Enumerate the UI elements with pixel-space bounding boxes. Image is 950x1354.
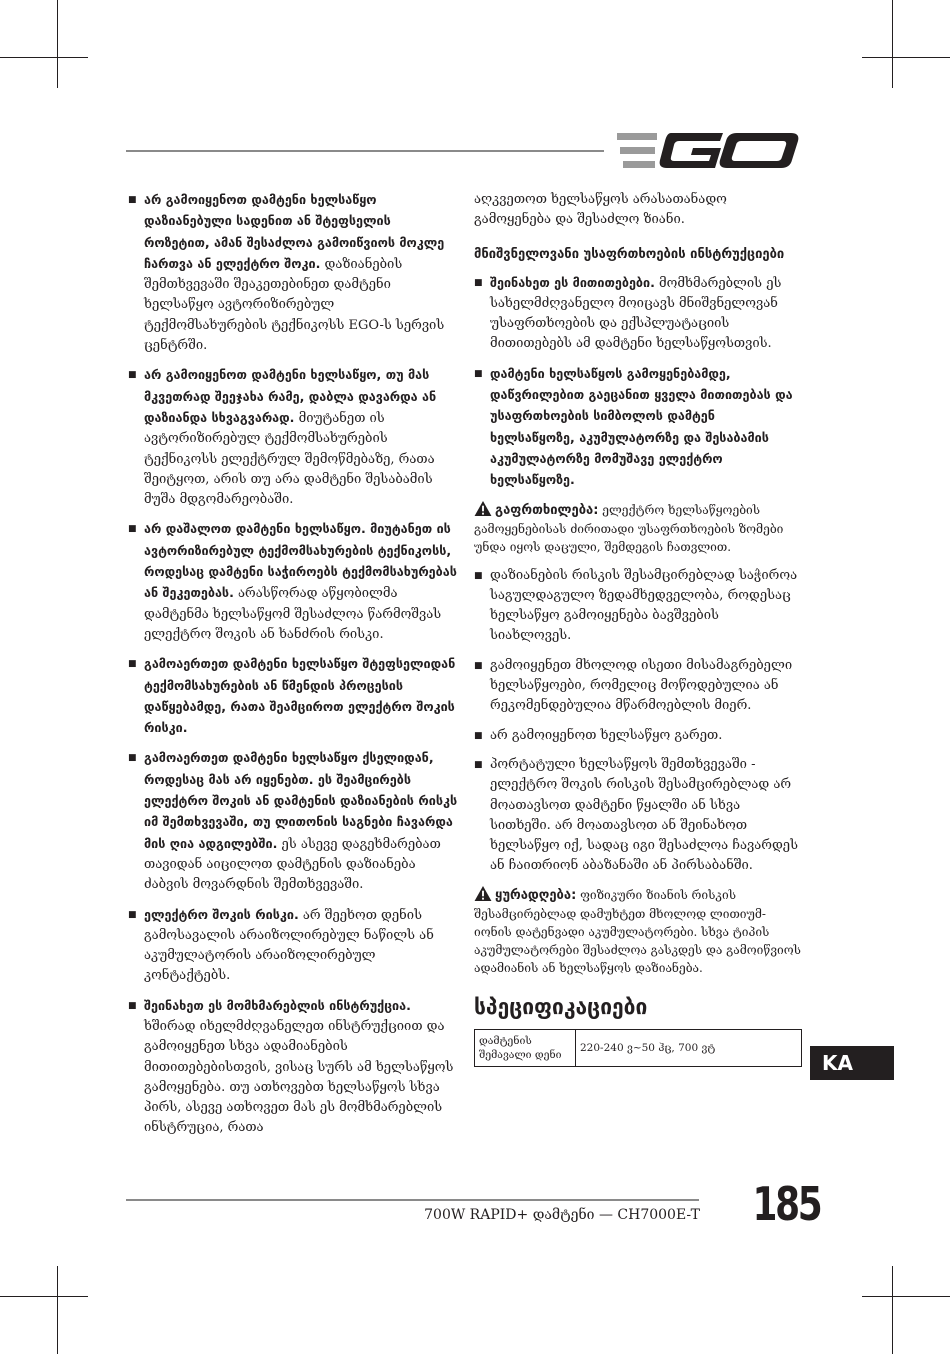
crop-mark (57, 1266, 58, 1354)
footer-rule (126, 1199, 699, 1201)
spec-table (474, 1029, 802, 1067)
crop-mark (0, 1296, 88, 1297)
language-tab: KA (810, 1046, 894, 1080)
spec-value: 220-240 ვ~50 ჰც, 700 ვტ (576, 1029, 802, 1066)
list-item: ■ გამოიყენეთ მხოლოდ ისეთი მისამაგრებელი ხელსაწყოები, რომელიც მოწოდებულია ან რეკომენდებულია მწარმოებლის მიერ. (474, 656, 802, 717)
list-item: ■ არ გამოიყენოთ დამტენი ხელსაწყო, თუ მას მკვეთრად შეეჯახა რამე, დაბლა დავარდა ან დაზიანდა სხვაგვარად. მიუტანეთ ის ავტორიზირებულ ტექმომსახურების ტექნიკოსს ელექტრულ შემოწმებაზე, რათა შეიტყოთ, არის თუ არა დამტენი შესაბამის მუშა მდგომარეობაში. (128, 365, 458, 510)
caution-notice: ყურადღება: ფიზიკური ზიანის რისკის შესამცირებლად დამუხტეთ მხოლოდ ლითიუმ-იონის დატენვადი აკუმულატორები. სხვა ტიპის აკუმულატორები შესაძლოა გასკდეს და გამოიწვიოს ადამიანის ან ხელსაწყოს დაზიანება. (474, 887, 801, 975)
crop-mark (0, 57, 88, 58)
list-item: ■ პორტატული ხელსაწყოს შემთხვევაში - ელექტრო შოკის რისკის შესამცირებლად არ მოათავსოთ დამტენი წყალში ან სხვა სითხეში. არ მოათავსოთ ან შეინახოთ ხელსაწყო იქ, სადაც იგი შესაძლოა ჩავარდეს ან ჩაითრიონ აბაზანაში ან პირსაბანში. (474, 755, 802, 877)
list-item: ■ არ გამოიყენოთ დამტენი ხელსაწყო დაზიანებული სადენით ან შტეფსელის როზეტით, ამან შესაძლოა გამოიწვიოს მოკლე ჩართვა ან ელექტრო შოკი. დაზიანების შემთხვევაში შეაკეთებინეთ დამტენი ხელსაწყო ავტორიზირებულ ტექმომსახურების ტექნიკოსს EGO-ს სერვის ცენტრში. (128, 190, 458, 356)
list-item: ■ ელექტრო შოკის რისკი. არ შეეხოთ დენის გამოსავალის არაიზოლირებულ ნაწილს ან აკუმულატორის არაიზოლირებულ კონტაქტებს. (128, 905, 458, 987)
list-item: ■ შეინახეთ ეს მომხმარებლის ინსტრუქცია. ხშირად იხელმძღვანელეთ ინსტრუქციით და გამოიყენეთ სხვა ადამიანების მითითებებისთვის, ვისაც სურს ამ ხელსაწყოს გამოყენება. თუ ათხოვებთ ხელსაწყოს სხვა პირს, ასევე ათხოვეთ მას ეს მომხმარებლის ინსტრუცია, რათა (128, 996, 458, 1139)
crop-mark (57, 0, 58, 88)
important-heading: მნიშვნელოვანი უსაფრთხოების ინსტრუქციები (474, 246, 785, 262)
list-item: ■ გამოაერთეთ დამტენი ხელსაწყო შტეფსელიდან ტექმომსახურების ან წმენდის პროცესის დაწყებამდე, რათა შეამციროთ ელექტრო შოკის რისკი. (128, 654, 458, 739)
right-column (474, 190, 802, 1067)
spec-title: სპეციფიკაციები (474, 994, 648, 1019)
ego-logo (617, 131, 800, 171)
crop-mark (892, 0, 893, 88)
warning-triangle-icon (474, 501, 492, 516)
spec-key: დამტენის შემავალი დენი (475, 1029, 576, 1066)
warning-triangle-icon (474, 886, 492, 901)
header-rule (126, 150, 604, 152)
page-number: 185 (752, 1177, 821, 1231)
list-item: ■ არ გამოიყენოთ ხელსაწყო გარეთ. (474, 726, 802, 746)
list-item: ■ შეინახეთ ეს მითითებები. მომხმარებლის ეს სახელმძღვანელო მოიცავს მნიშვნელოვან უსაფრთხოების და ექსპლუატაციის მითითებებს ამ დამტენი ხელსაწყოსთვის. (474, 273, 802, 355)
warning-notice: გაფრთხილება: ელექტრო ხელსაწყოების გამოყენებისას ძირითადი უსაფრთხოების ზომები უნდა იყოს დაცული, შემდეგის ჩათვლით. (474, 502, 784, 554)
table-row (475, 1029, 802, 1066)
list-item: ■ დაზიანების რისკის შესამცირებლად საჭიროა საგულდაგულო ზედამხედველობა, როდესაც ხელსაწყო გამოიყენება ბავშვების სიახლოვეს. (474, 566, 802, 647)
caution-label: ყურადღება: (495, 887, 577, 903)
list-item: ■ არ დაშალოთ დამტენი ხელსაწყო. მიუტანეთ ის ავტორიზირებულ ტექმომსახურების ტექნიკოსს, როდესაც დამტენი საჭიროებს ტექმომსახურებას ან შეკეთებას. არასწორად აწყობილმა დამტენმა ხელსაწყომ შესაძლოა წარმოშვას ელექტრო შოკის ან ხანძრის რისკი. (128, 519, 458, 645)
crop-mark (892, 1266, 893, 1354)
warning-label: გაფრთხილება: (495, 502, 599, 518)
continuation-text: აღკვეთოთ ხელსაწყოს არასათანადო გამოყენება და შესაძლო ზიანი. (474, 192, 727, 228)
list-item: ■ გამოაერთეთ დამტენი ხელსაწყო ქსელიდან, როდესაც მას არ იყენებთ. ეს შეამცირებს ელექტრო შოკის ან დამტენის დაზიანების რისკს იმ შემთხვევაში, თუ ლითონის საგნები ჩავარდა მის ღია ადგილებში. ეს ასევე დაგეხმარებათ თავიდან აიცილოთ დამტენის დაზიანება ძაბვის მოვარდნის შემთხვევაში. (128, 748, 458, 895)
left-column (128, 190, 458, 1148)
list-item: ■ დამტენი ხელსაწყოს გამოყენებამდე, დაწვრილებით გაეცანით ყველა მითითებას და უსაფრთხოების სიმბოლოს დამტენ ხელსაწყოზე, აკუმულატორზე და შესაბამის აკუმულატორზე მომუშავე ელექტრო ხელსაწყოზე. (474, 364, 802, 492)
footer-text: 700W RAPID+ დამტენი — CH7000E-T (424, 1207, 700, 1223)
crop-mark (862, 57, 950, 58)
crop-mark (862, 1296, 950, 1297)
